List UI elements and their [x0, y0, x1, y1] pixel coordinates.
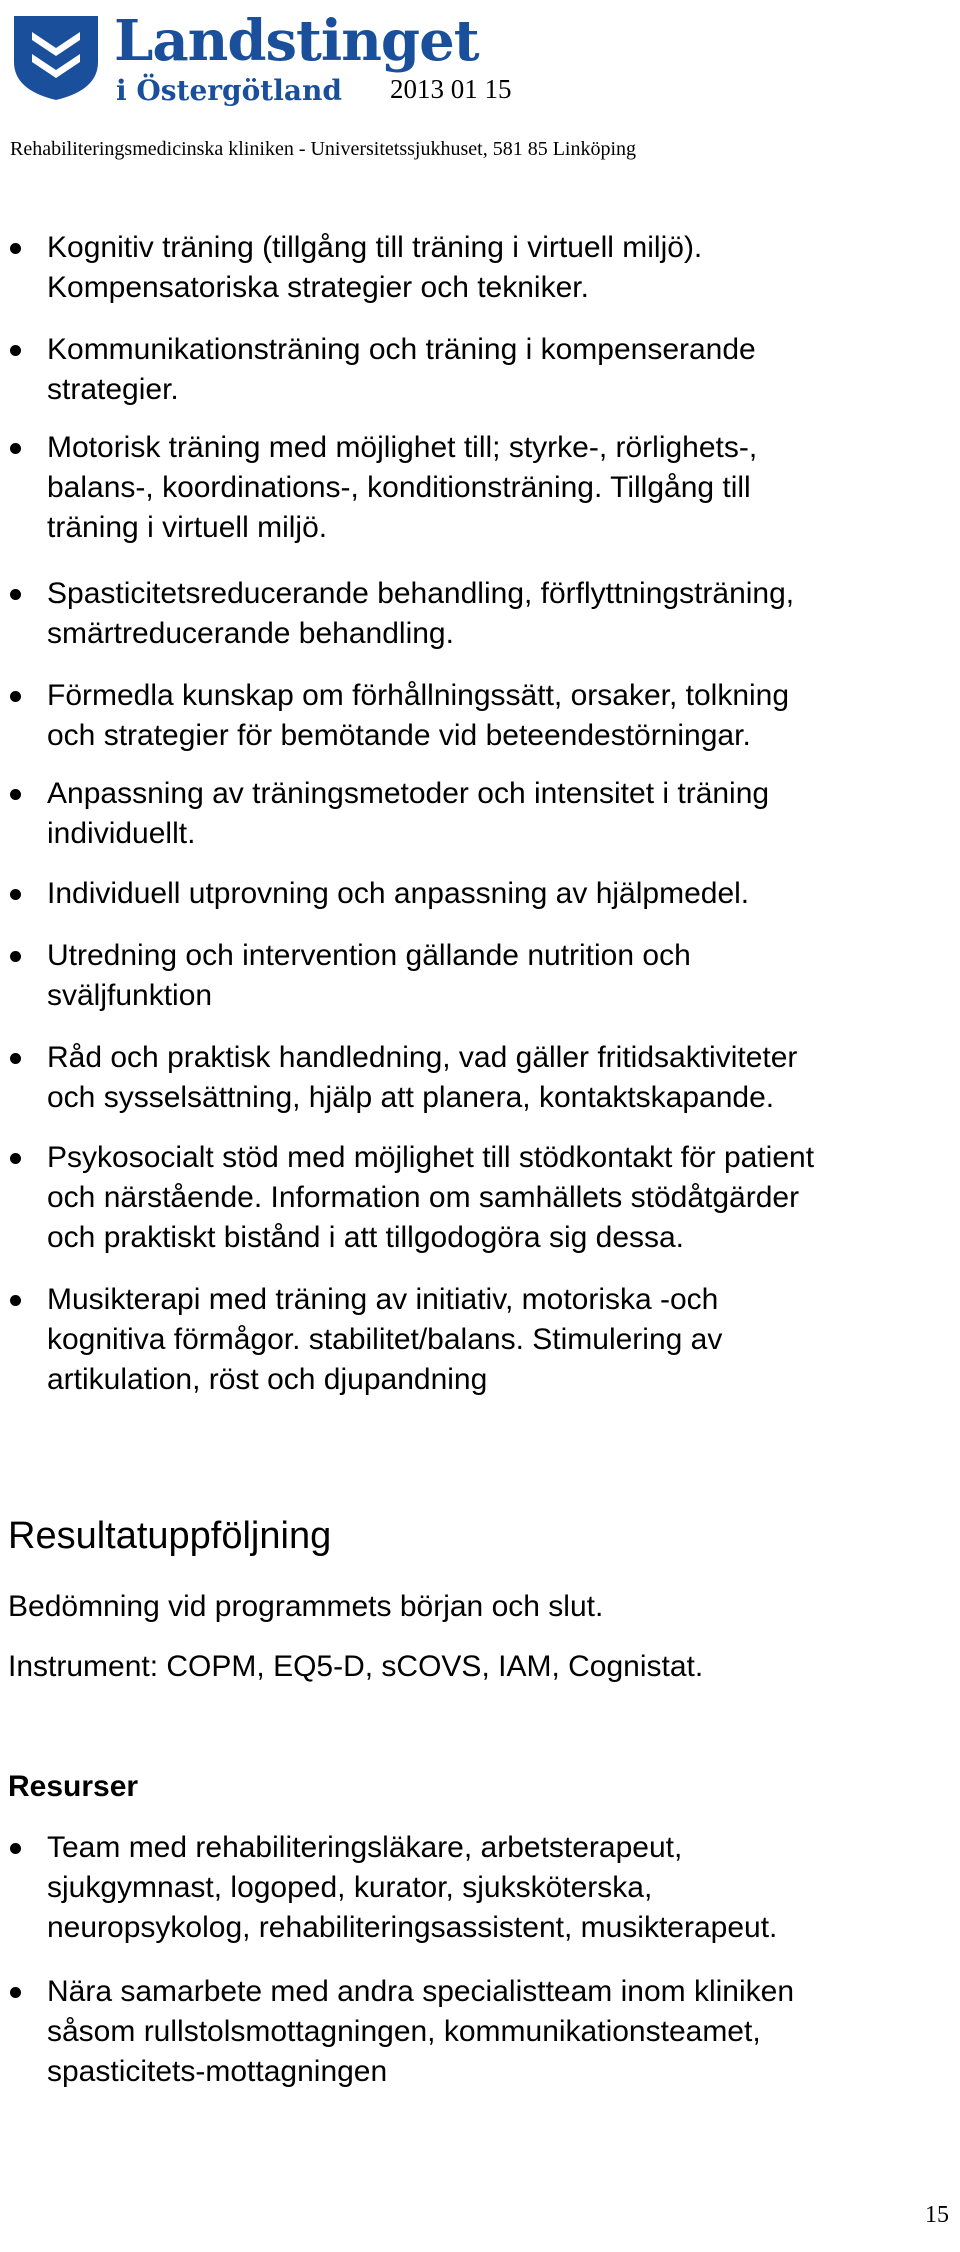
bullet-icon — [10, 1153, 21, 1164]
logo-title: Landstinget — [114, 8, 479, 74]
list-item-text: Kognitiv träning (tillgång till träning i virtuell miljö). Kompensatoriska strategier och tekniker. — [47, 231, 703, 304]
bullet-icon — [10, 345, 21, 356]
list-item-text: Spasticitetsreducerande behandling, förflyttningsträning, smärtreducerande behandling. — [47, 577, 795, 650]
resultat-line-2: Instrument: COPM, EQ5-D, sCOVS, IAM, Cognistat. — [8, 1650, 704, 1683]
page-number: 15 — [925, 2202, 949, 2228]
bullet-icon — [10, 691, 21, 702]
list-item-text: Anpassning av träningsmetoder och intensitet i träning individuellt. — [47, 777, 770, 850]
list-item-text: Musikterapi med träning av initiativ, motoriska -och kognitiva förmågor. stabilitet/balans. Stimulering av artikulation, röst och djupandning — [47, 1283, 723, 1396]
list-item-text: Team med rehabiliteringsläkare, arbetsterapeut, sjukgymnast, logoped, kurator, sjuksköterska, neuropsykolog, rehabiliteringsassistent, musikterapeut. — [47, 1831, 778, 1944]
bullet-icon — [10, 1053, 21, 1064]
header-address: Rehabiliteringsmedicinska kliniken - Universitetssjukhuset, 581 85 Linköping — [10, 138, 637, 160]
list-item-text: Psykosocialt stöd med möjlighet till stödkontakt för patient och närstående. Information om samhällets stödåtgärder och praktiskt bistånd i att tillgodogöra sig dessa. — [47, 1141, 815, 1254]
list-item-text: Råd och praktisk handledning, vad gäller fritidsaktiviteter och sysselsättning, hjälp att planera, kontaktskapande. — [47, 1041, 798, 1114]
logo-subtitle: i Östergötland — [116, 74, 342, 107]
section-heading-resurser: Resurser — [8, 1770, 139, 1803]
logo-emblem-icon — [6, 10, 106, 102]
list-item-text: Kommunikationsträning och träning i kompenserande strategier. — [47, 333, 756, 406]
bullet-icon — [10, 589, 21, 600]
list-item-text: Utredning och intervention gällande nutrition och sväljfunktion — [47, 939, 691, 1012]
page-header — [0, 0, 960, 160]
list-item-text: Motorisk träning med möjlighet till; styrke-, rörlighets-, balans-, koordinations-, konditionsträning. Tillgång till träning i virtuell miljö. — [47, 431, 758, 544]
bullet-icon — [10, 1295, 21, 1306]
bullet-icon — [10, 951, 21, 962]
bullet-icon — [10, 443, 21, 454]
resultat-line-1: Bedömning vid programmets början och slut. — [8, 1590, 604, 1623]
list-item-text: Nära samarbete med andra specialistteam inom kliniken såsom rullstolsmottagningen, kommunikationsteamet, spasticitets-mottagningen — [47, 1975, 795, 2088]
bullet-icon — [10, 1987, 21, 1998]
bullet-icon — [10, 1843, 21, 1854]
document-date: 2013 01 15 — [390, 74, 512, 104]
bullet-icon — [10, 789, 21, 800]
bullet-icon — [10, 889, 21, 900]
section-heading-resultatuppfoljning: Resultatuppföljning — [8, 1515, 332, 1557]
bullet-icon — [10, 243, 21, 254]
list-item-text: Förmedla kunskap om förhållningssätt, orsaker, tolkning och strategier för bemötande vid beteendestörningar. — [47, 679, 790, 752]
list-item-text: Individuell utprovning och anpassning av hjälpmedel. — [47, 877, 750, 910]
